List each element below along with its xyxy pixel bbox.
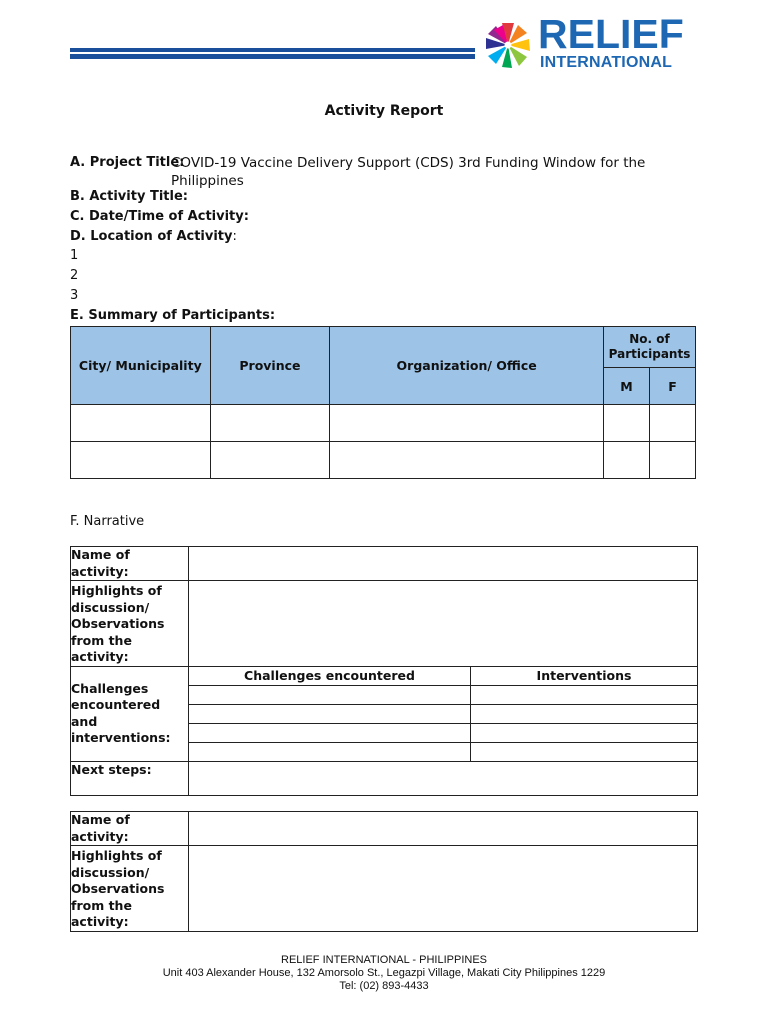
flower-logo-icon xyxy=(480,16,536,72)
table-cell[interactable] xyxy=(650,442,696,479)
narrative-table-1 xyxy=(70,546,698,796)
intervention-cell[interactable] xyxy=(471,723,698,742)
name-of-activity-label: Name of activity: xyxy=(71,812,189,846)
table-cell[interactable] xyxy=(210,442,330,479)
intervention-cell[interactable] xyxy=(471,704,698,723)
table-cell[interactable] xyxy=(210,405,330,442)
project-title-value: COVID-19 Vaccine Delivery Support (CDS) 3rd Funding Window for the Philippines xyxy=(171,155,646,189)
footer-address: Unit 403 Alexander House, 132 Amorsolo St., Legazpi Village, Makati City Philippines 1229 xyxy=(162,967,606,979)
col-female: F xyxy=(650,368,696,405)
narrative-table-2 xyxy=(70,811,698,932)
col-no-of-participants: No. of Participants xyxy=(604,327,696,368)
col-organization-office: Organization/ Office xyxy=(330,327,604,405)
highlights-label: Highlights of discussion/ Observations from the activity: xyxy=(71,846,189,932)
location-item-3: 3 xyxy=(70,288,79,303)
challenges-label: Challenges encountered and interventions: xyxy=(71,666,189,761)
table-cell[interactable] xyxy=(604,405,650,442)
intervention-cell[interactable] xyxy=(471,742,698,761)
date-time-label: C. Date/Time of Activity: xyxy=(70,209,249,224)
location-label: D. Location of Activity: xyxy=(70,229,237,244)
name-of-activity-cell[interactable] xyxy=(189,547,698,581)
next-steps-cell[interactable] xyxy=(189,761,698,795)
location-item-2: 2 xyxy=(70,268,79,283)
relief-international-logo xyxy=(480,11,700,76)
activity-title-label: B. Activity Title: xyxy=(70,189,188,204)
challenges-col-header: Challenges encountered xyxy=(189,666,471,685)
table-row xyxy=(71,405,696,442)
name-of-activity-label: Name of activity: xyxy=(71,547,189,581)
page-footer xyxy=(0,954,768,993)
table-cell[interactable] xyxy=(330,442,604,479)
logo-wordmark-international: INTERNATIONAL xyxy=(540,54,673,71)
footer-org-name: RELIEF INTERNATIONAL - PHILIPPINES xyxy=(281,954,487,966)
narrative-heading: F. Narrative xyxy=(70,514,145,529)
highlights-cell[interactable] xyxy=(189,846,698,932)
footer-phone: Tel: (02) 893-4433 xyxy=(339,980,429,992)
page-title: Activity Report xyxy=(324,103,444,119)
table-cell[interactable] xyxy=(650,405,696,442)
interventions-col-header: Interventions xyxy=(471,666,698,685)
table-row xyxy=(71,442,696,479)
challenge-cell[interactable] xyxy=(189,723,471,742)
highlights-cell[interactable] xyxy=(189,581,698,667)
table-cell[interactable] xyxy=(604,442,650,479)
challenge-cell[interactable] xyxy=(189,742,471,761)
col-male: M xyxy=(604,368,650,405)
table-cell[interactable] xyxy=(330,405,604,442)
logo-wordmark-relief: RELIEF xyxy=(538,11,684,57)
participants-summary-label: E. Summary of Participants: xyxy=(70,308,276,323)
table-cell[interactable] xyxy=(71,405,211,442)
project-title-label: A. Project Title: xyxy=(70,155,185,170)
col-province: Province xyxy=(210,327,330,405)
participants-table xyxy=(70,326,696,479)
next-steps-label: Next steps: xyxy=(71,761,189,795)
challenge-cell[interactable] xyxy=(189,704,471,723)
col-city-municipality: City/ Municipality xyxy=(71,327,211,405)
location-item-1: 1 xyxy=(70,248,79,263)
header-rule xyxy=(70,48,475,59)
table-cell[interactable] xyxy=(71,442,211,479)
highlights-label: Highlights of discussion/ Observations from the activity: xyxy=(71,581,189,667)
challenge-cell[interactable] xyxy=(189,685,471,704)
name-of-activity-cell[interactable] xyxy=(189,812,698,846)
intervention-cell[interactable] xyxy=(471,685,698,704)
